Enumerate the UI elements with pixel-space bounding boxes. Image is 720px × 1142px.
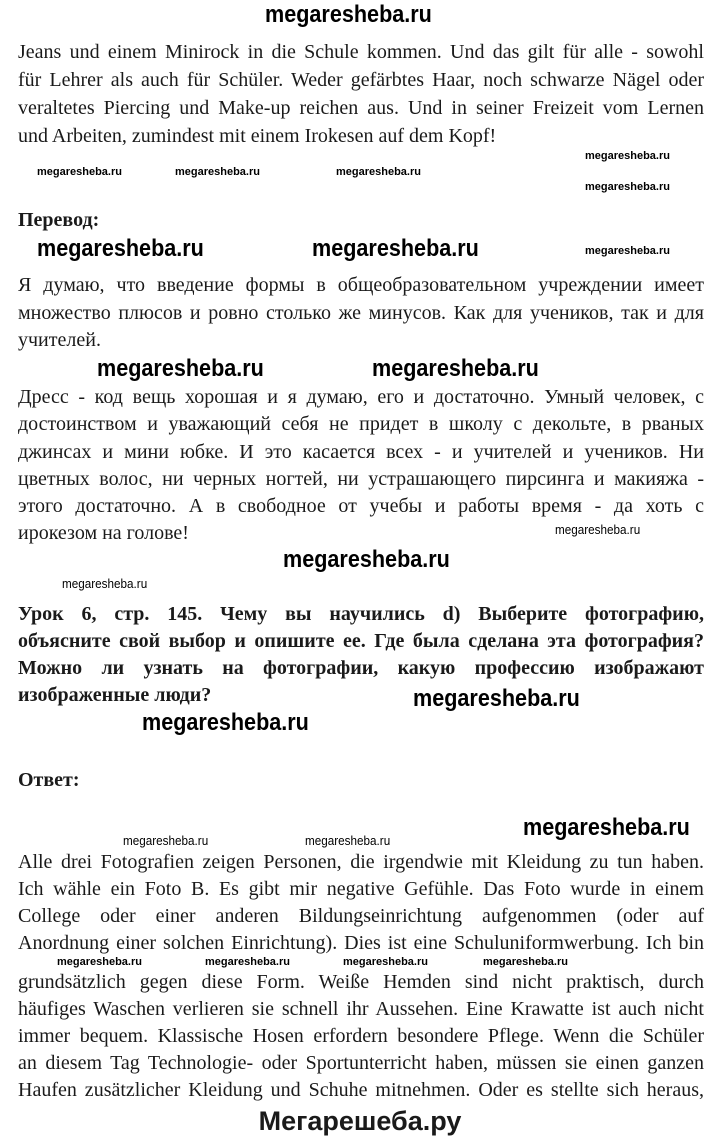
- text-line: häufiges Waschen verlieren sie schnell ihr Aussehen. Eine Krawatte ist auch nicht: [18, 998, 704, 1020]
- watermark: megaresheba.ru: [123, 833, 209, 848]
- translation-heading: Перевод:: [18, 209, 100, 231]
- watermark: megaresheba.ru: [555, 522, 641, 537]
- text-line: College oder einer anderen Bildungseinrichtung aufgenommen (oder auf: [18, 905, 704, 927]
- watermark: megaresheba.ru: [283, 546, 450, 573]
- text-line: джинсах и мини юбке. И это касается всех - и учителей и учеников. Ни: [18, 441, 704, 463]
- text-line: цветных волос, ни черных ногтей, ни устрашающего пирсинга и макияжа -: [18, 468, 704, 490]
- text-line: множество плюсов и ровно столько же минусов. Как для учеников, так и для: [18, 302, 704, 324]
- watermark: megaresheba.ru: [312, 235, 479, 262]
- watermark: megaresheba.ru: [305, 833, 391, 848]
- text-line: veraltetes Piercing und Make-up reichen aus. Und in seiner Freizeit vom Lernen: [18, 97, 704, 119]
- text-line: und Arbeiten, zumindest mit einem Irokesen auf dem Kopf!: [18, 125, 497, 147]
- text-line: immer bequem. Klassische Hosen erfordern besondere Pflege. Wenn die Schüler: [18, 1025, 704, 1047]
- text-line: Alle drei Fotografien zeigen Personen, die irgendwie mit Kleidung zu tun haben.: [18, 851, 704, 873]
- watermark: megaresheba.ru: [37, 166, 122, 178]
- watermark: megaresheba.ru: [413, 685, 580, 712]
- text-line: этого достаточно. А в свободное от учебы и работы время - да хоть с: [18, 495, 704, 517]
- text-line: Jeans und einem Minirock in die Schule kommen. Und das gilt für alle - sowohl: [18, 41, 704, 63]
- watermark: megaresheba.ru: [523, 814, 690, 841]
- text-line: grundsätzlich gegen diese Form. Weiße Hemden sind nicht praktisch, durch: [18, 971, 704, 993]
- text-line: Дресс - код вещь хорошая и я думаю, его и достаточно. Умный человек, с: [18, 386, 704, 408]
- watermark: megaresheba.ru: [585, 181, 670, 193]
- text-line: Anordnung einer solchen Einrichtung). Dies ist eine Schuluniformwerbung. Ich bin: [18, 932, 704, 954]
- text-line: достоинством и уважающий себя не придет в школу с декольте, в рваных: [18, 413, 704, 435]
- watermark: megaresheba.ru: [343, 956, 428, 968]
- watermark: megaresheba.ru: [57, 956, 142, 968]
- answer-heading: Ответ:: [18, 769, 80, 791]
- watermark: megaresheba.ru: [336, 166, 421, 178]
- watermark: megaresheba.ru: [142, 709, 309, 736]
- watermark: megaresheba.ru: [372, 355, 539, 382]
- watermark: megaresheba.ru: [62, 576, 148, 591]
- text-line: Ich wähle ein Foto B. Es gibt mir negative Gefühle. Das Foto wurde in einem: [18, 878, 704, 900]
- watermark: megaresheba.ru: [37, 235, 204, 262]
- watermark: megaresheba.ru: [265, 1, 432, 28]
- text-line: an diesem Tag Technologie- oder Sportunterricht haben, müssen sie einen ganzen: [18, 1052, 704, 1074]
- footer-site-name: Мегарешеба.ру: [258, 1106, 462, 1136]
- text-line: Я думаю, что введение формы в общеобразовательном учреждении имеет: [18, 274, 704, 296]
- task-heading-line: Можно ли узнать на фотографии, какую профессию изображают: [18, 657, 704, 679]
- watermark: megaresheba.ru: [585, 245, 670, 257]
- task-heading-line: Урок 6, стр. 145. Чему вы научились d) Выберите фотографию,: [18, 603, 704, 625]
- watermark: megaresheba.ru: [585, 150, 670, 162]
- text-line: Haufen zusätzlicher Kleidung und Schuhe mitnehmen. Oder es stellte sich heraus,: [18, 1079, 704, 1101]
- text-line: ирокезом на голове!: [18, 522, 189, 544]
- watermark: megaresheba.ru: [483, 956, 568, 968]
- text-line: für Lehrer als auch für Schüler. Weder gefärbtes Haar, noch schwarze Nägel oder: [18, 69, 704, 91]
- watermark: megaresheba.ru: [205, 956, 290, 968]
- watermark: megaresheba.ru: [175, 166, 260, 178]
- text-line: учителей.: [18, 329, 101, 351]
- task-heading-line: объясните свой выбор и опишите ее. Где была сделана эта фотография?: [18, 630, 704, 652]
- task-heading-line: изображенные люди?: [18, 684, 212, 706]
- watermark: megaresheba.ru: [97, 355, 264, 382]
